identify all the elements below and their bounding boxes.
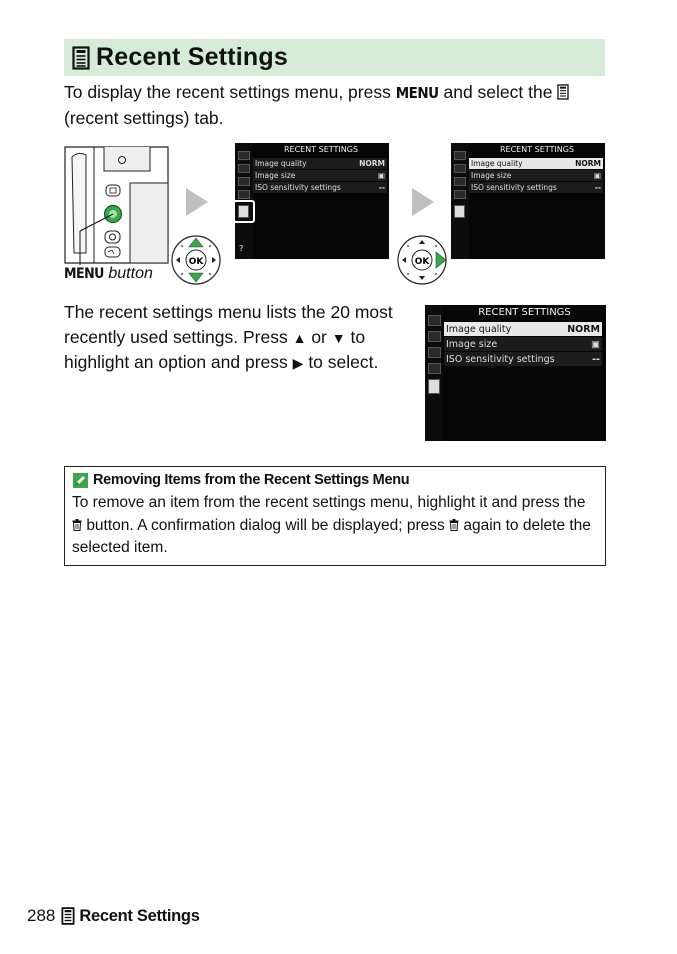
page-number: 288	[27, 906, 56, 925]
row-value: ▣	[377, 171, 385, 180]
page-title: Recent Settings	[96, 43, 288, 71]
camera-back-illustration	[64, 143, 170, 265]
shooting-tab-icon	[454, 164, 466, 173]
figure-caption	[64, 265, 153, 283]
intro-text-3: (recent settings) tab.	[64, 107, 224, 128]
down-arrow-icon: ▼	[331, 329, 346, 346]
camera-screen-recent-settings	[451, 143, 605, 259]
screen-title: RECENT SETTINGS	[283, 145, 359, 154]
row-label: Image size	[471, 171, 512, 180]
row-label: ISO sensitivity settings	[471, 183, 557, 192]
shooting-tab-icon	[428, 331, 441, 342]
row-label: Image size	[255, 171, 296, 180]
note-text-1: To remove an item from the recent settings menu, highlight it and press the	[72, 494, 586, 511]
row-label: ISO sensitivity settings	[446, 353, 555, 365]
row-value: --	[594, 183, 601, 192]
menu-row	[444, 337, 602, 351]
note-body	[72, 492, 597, 560]
row-value: --	[592, 353, 600, 365]
row-value: ▣	[591, 338, 600, 350]
row-label: Image quality	[255, 159, 307, 168]
arrow-right-icon	[410, 186, 436, 218]
camera-screen-recent-settings-large	[425, 305, 606, 441]
trash-icon	[449, 519, 459, 531]
page-footer	[27, 906, 200, 926]
row-value: NORM	[575, 159, 601, 168]
multi-selector-up-down-icon	[170, 234, 222, 286]
up-arrow-icon: ▲	[292, 329, 307, 346]
body-or: or	[311, 326, 327, 347]
section-header	[64, 39, 605, 76]
menu-row	[469, 182, 603, 193]
pencil-note-icon	[73, 473, 88, 488]
playback-tab-icon	[454, 151, 466, 160]
menu-button-label: MENU	[395, 84, 439, 102]
menu-row-selected	[469, 158, 603, 169]
shooting-tab-icon	[238, 164, 250, 173]
body-text-2: to highlight an option and press	[64, 326, 366, 372]
caption-button-word: button	[108, 265, 153, 282]
arrow-right-icon	[184, 186, 210, 218]
menu-row	[253, 182, 387, 193]
note-heading: Removing Items from the Recent Settings Menu	[93, 472, 410, 488]
menu-row	[253, 158, 387, 169]
footer-title: Recent Settings	[79, 906, 200, 925]
body-text-3: to select.	[308, 352, 379, 372]
note-text-3: again to delete the selected item.	[72, 516, 591, 556]
playback-tab-icon	[428, 315, 441, 326]
menu-row	[469, 170, 603, 181]
recent-settings-tab-icon	[238, 205, 249, 218]
note-box	[64, 466, 606, 566]
screen-title: RECENT SETTINGS	[499, 145, 575, 154]
caption-menu-word: MENU	[64, 266, 104, 282]
retouch-tab-icon	[238, 190, 250, 199]
right-arrow-icon: ▶	[292, 355, 304, 371]
row-value: --	[378, 183, 385, 192]
intro-paragraph	[64, 80, 609, 130]
note-text-2: button. A confirmation dialog will be displayed; press	[86, 516, 445, 534]
recent-settings-tab-icon	[454, 205, 465, 218]
menu-row-selected	[444, 322, 602, 336]
row-value: NORM	[359, 159, 385, 168]
recent-settings-icon	[72, 46, 90, 70]
retouch-tab-icon	[454, 190, 466, 199]
body-paragraph	[64, 300, 409, 376]
row-label: Image quality	[471, 159, 523, 168]
intro-text-2: and select the	[443, 82, 553, 102]
help-icon: ?	[239, 244, 244, 253]
body-text-1: The recent settings menu lists the 20 most recently used settings. Press	[64, 302, 393, 347]
row-label: ISO sensitivity settings	[255, 183, 341, 192]
note-heading-row	[73, 472, 409, 488]
multi-selector-right-icon	[396, 234, 448, 286]
row-label: Image quality	[446, 323, 512, 335]
recent-settings-tab-icon	[428, 379, 440, 394]
ok-label: OK	[188, 257, 204, 267]
recent-settings-icon	[61, 907, 75, 925]
setup-tab-icon	[238, 177, 250, 186]
setup-tab-icon	[428, 347, 441, 358]
screen-title: RECENT SETTINGS	[478, 307, 571, 318]
trash-icon	[72, 519, 82, 531]
camera-screen-tab-selected	[235, 143, 389, 259]
recent-settings-icon	[557, 84, 569, 100]
menu-row	[444, 352, 602, 366]
ok-label: OK	[414, 257, 430, 267]
setup-tab-icon	[454, 177, 466, 186]
intro-text-1: To display the recent settings menu, press	[64, 82, 391, 102]
menu-row	[253, 170, 387, 181]
retouch-tab-icon	[428, 363, 441, 374]
row-value: ▣	[593, 171, 601, 180]
row-value: NORM	[567, 323, 600, 335]
playback-tab-icon	[238, 151, 250, 160]
row-label: Image size	[446, 338, 498, 350]
